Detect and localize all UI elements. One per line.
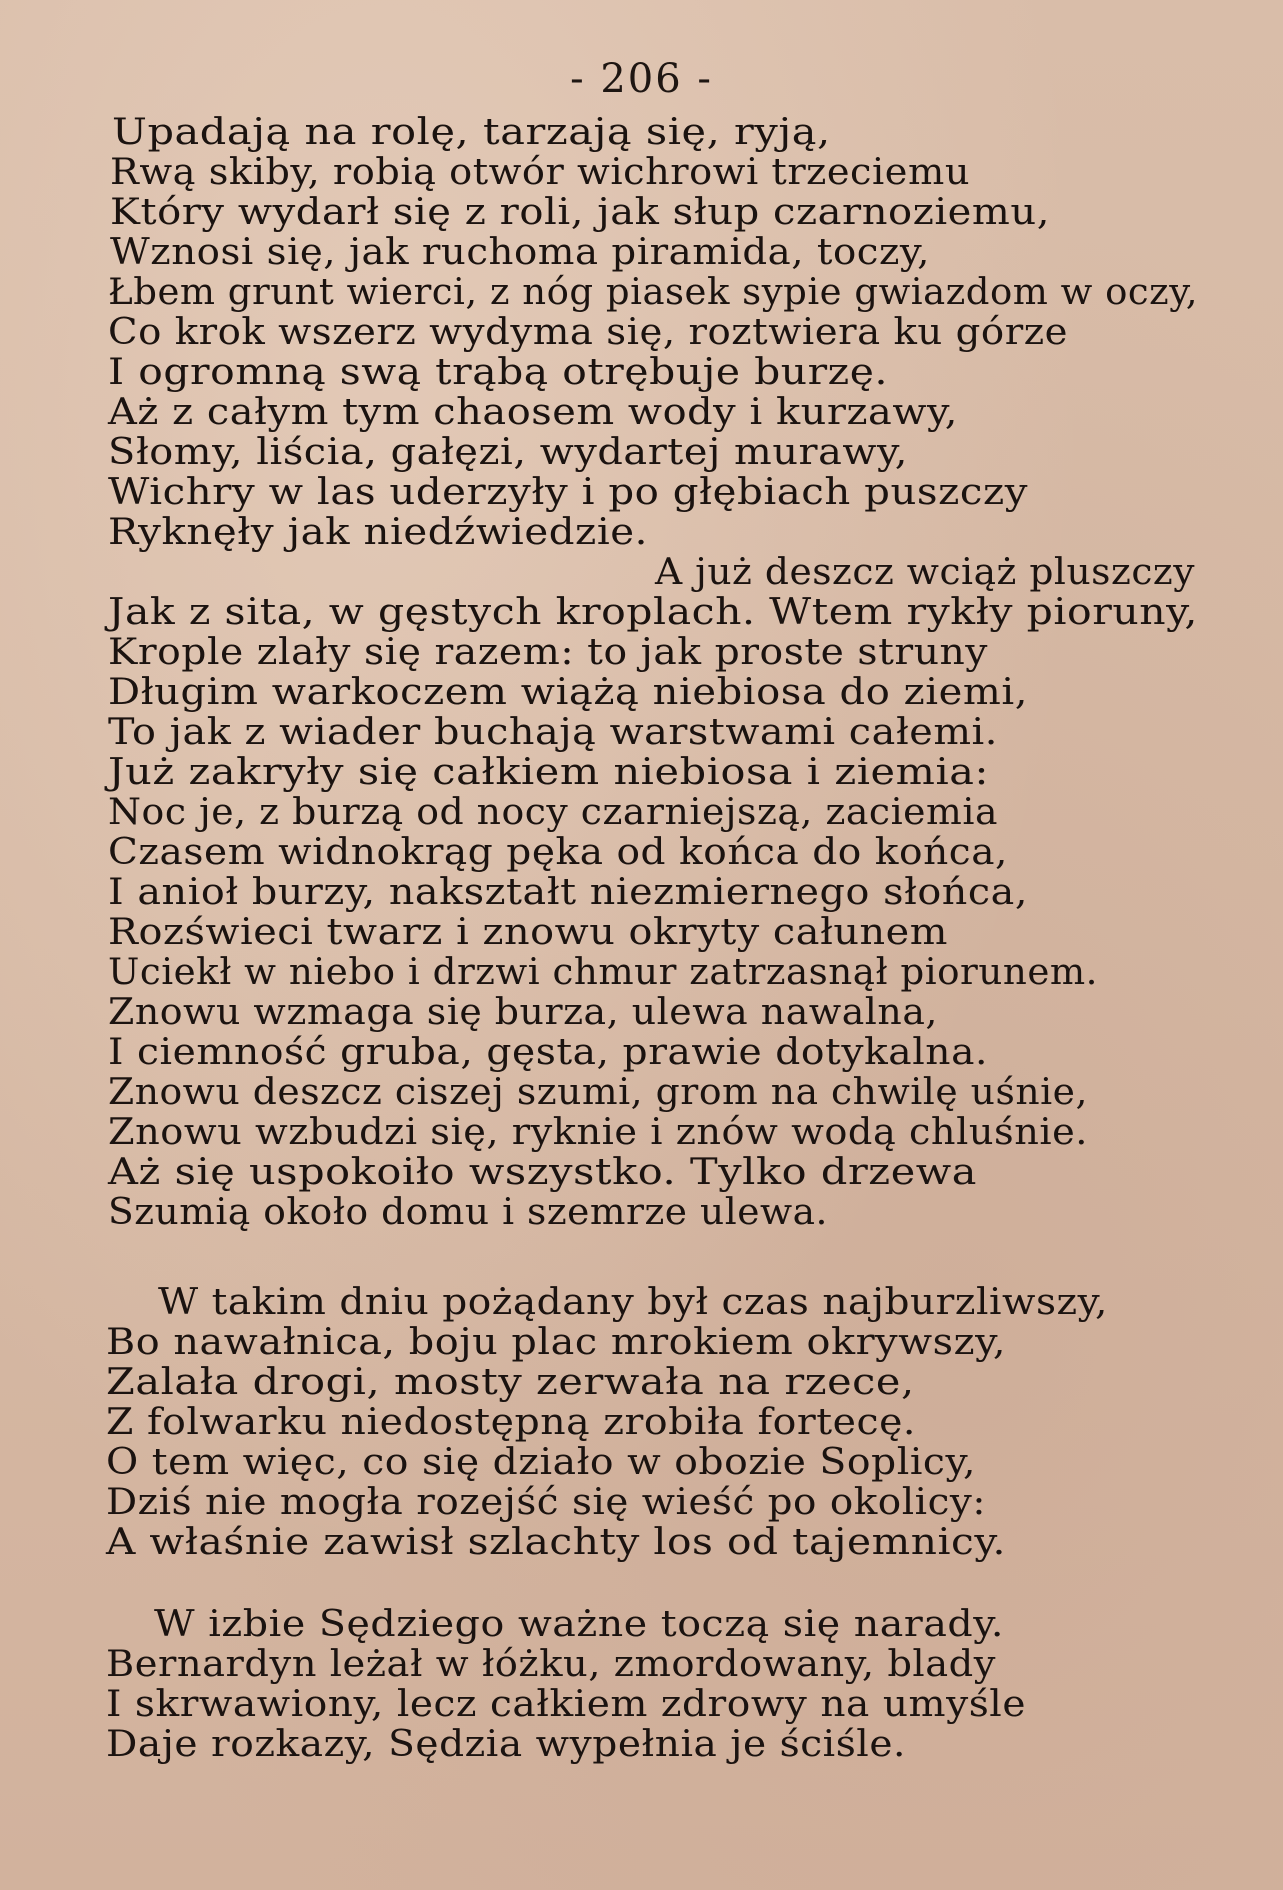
poem-line: W takim dniu pożądany był czas najburzliwszy, <box>158 1282 1108 1323</box>
poem-line: I anioł burzy, nakształt niezmiernego słońca, <box>108 872 1028 913</box>
poem-line: I ogromną swą trąbą otrębuje burzę. <box>108 352 888 393</box>
poem-line: Już zakryły się całkiem niebiosa i ziemia: <box>108 752 990 793</box>
poem-line: Noc je, z burzą od nocy czarniejszą, zaciemia <box>108 792 998 833</box>
poem-line: Łbem grunt wierci, z nóg piasek sypie gwiazdom w oczy, <box>108 272 1198 313</box>
poem-line: Daje rozkazy, Sędzia wypełnia je ściśle. <box>106 1724 906 1765</box>
poem-line: Zalała drogi, mosty zerwała na rzece, <box>106 1362 915 1403</box>
poem-line: Znowu deszcz ciszej szumi, grom na chwilę uśnie, <box>108 1072 1088 1113</box>
poem-line: A właśnie zawisł szlachty los od tajemnicy. <box>106 1522 1006 1563</box>
poem-line: Dziś nie mogła rozejść się wieść po okolicy: <box>106 1482 987 1523</box>
poem-line: To jak z wiader buchają warstwami całemi. <box>108 712 998 753</box>
poem-line: Wichry w las uderzyły i po głębiach puszczy <box>108 472 1028 513</box>
poem-line: Słomy, liścia, gałęzi, wydartej murawy, <box>108 432 908 473</box>
poem-line: Długim warkoczem wiążą niebiosa do ziemi, <box>108 672 1028 713</box>
poem-line: Który wydarł się z roli, jak słup czarnoziemu, <box>110 192 1050 233</box>
poem-line: Rozświeci twarz i znowu okryty całunem <box>108 912 948 953</box>
poem-line: Co krok wszerz wydyma się, roztwiera ku górze <box>108 312 1068 353</box>
poem-line: A już deszcz wciąż pluszczy <box>655 552 1195 593</box>
poem-line: Z folwarku niedostępną zrobiła fortecę. <box>106 1402 917 1443</box>
poem-line: Znowu wzbudzi się, ryknie i znów wodą chluśnie. <box>108 1112 1088 1153</box>
poem-line: Krople zlały się razem: to jak proste struny <box>108 632 988 673</box>
poem-line: Ryknęły jak niedźwiedzie. <box>108 512 648 553</box>
poem-line: Czasem widnokrąg pęka od końca do końca, <box>108 832 1008 873</box>
poem-line: Uciekł w niebo i drzwi chmur zatrzasnął piorunem. <box>108 952 1098 993</box>
poem-line: Wznosi się, jak ruchoma piramida, toczy, <box>110 232 931 273</box>
poem-line: Aż się uspokoiło wszystko. Tylko drzewa <box>108 1152 978 1193</box>
poem-line: Znowu wzmaga się burza, ulewa nawalna, <box>108 992 939 1033</box>
poem-line: Upadają na rolę, tarzają się, ryją, <box>112 112 831 153</box>
poem-line: O tem więc, co się działo w obozie Soplicy, <box>106 1442 976 1483</box>
poem-line: Bernardyn leżał w łóżku, zmordowany, blady <box>106 1644 997 1685</box>
poem-line: Aż z całym tym chaosem wody i kurzawy, <box>108 392 958 433</box>
poem-line: W izbie Sędziego ważne toczą się narady. <box>154 1604 1004 1645</box>
poem-line: Bo nawałnica, boju plac mrokiem okrywszy, <box>106 1322 1006 1363</box>
poem-line: Rwą skiby, robią otwór wichrowi trzeciemu <box>110 152 970 193</box>
poem-line: Jak z sita, w gęstych kroplach. Wtem rykły pioruny, <box>108 592 1198 633</box>
poem-line: Szumią około domu i szemrze ulewa. <box>108 1192 829 1233</box>
poem-line: I skrwawiony, lecz całkiem zdrowy na umyśle <box>106 1684 1026 1725</box>
poem-line: I ciemność gruba, gęsta, prawie dotykalna. <box>108 1032 989 1073</box>
page-number: - 206 - <box>570 56 713 102</box>
